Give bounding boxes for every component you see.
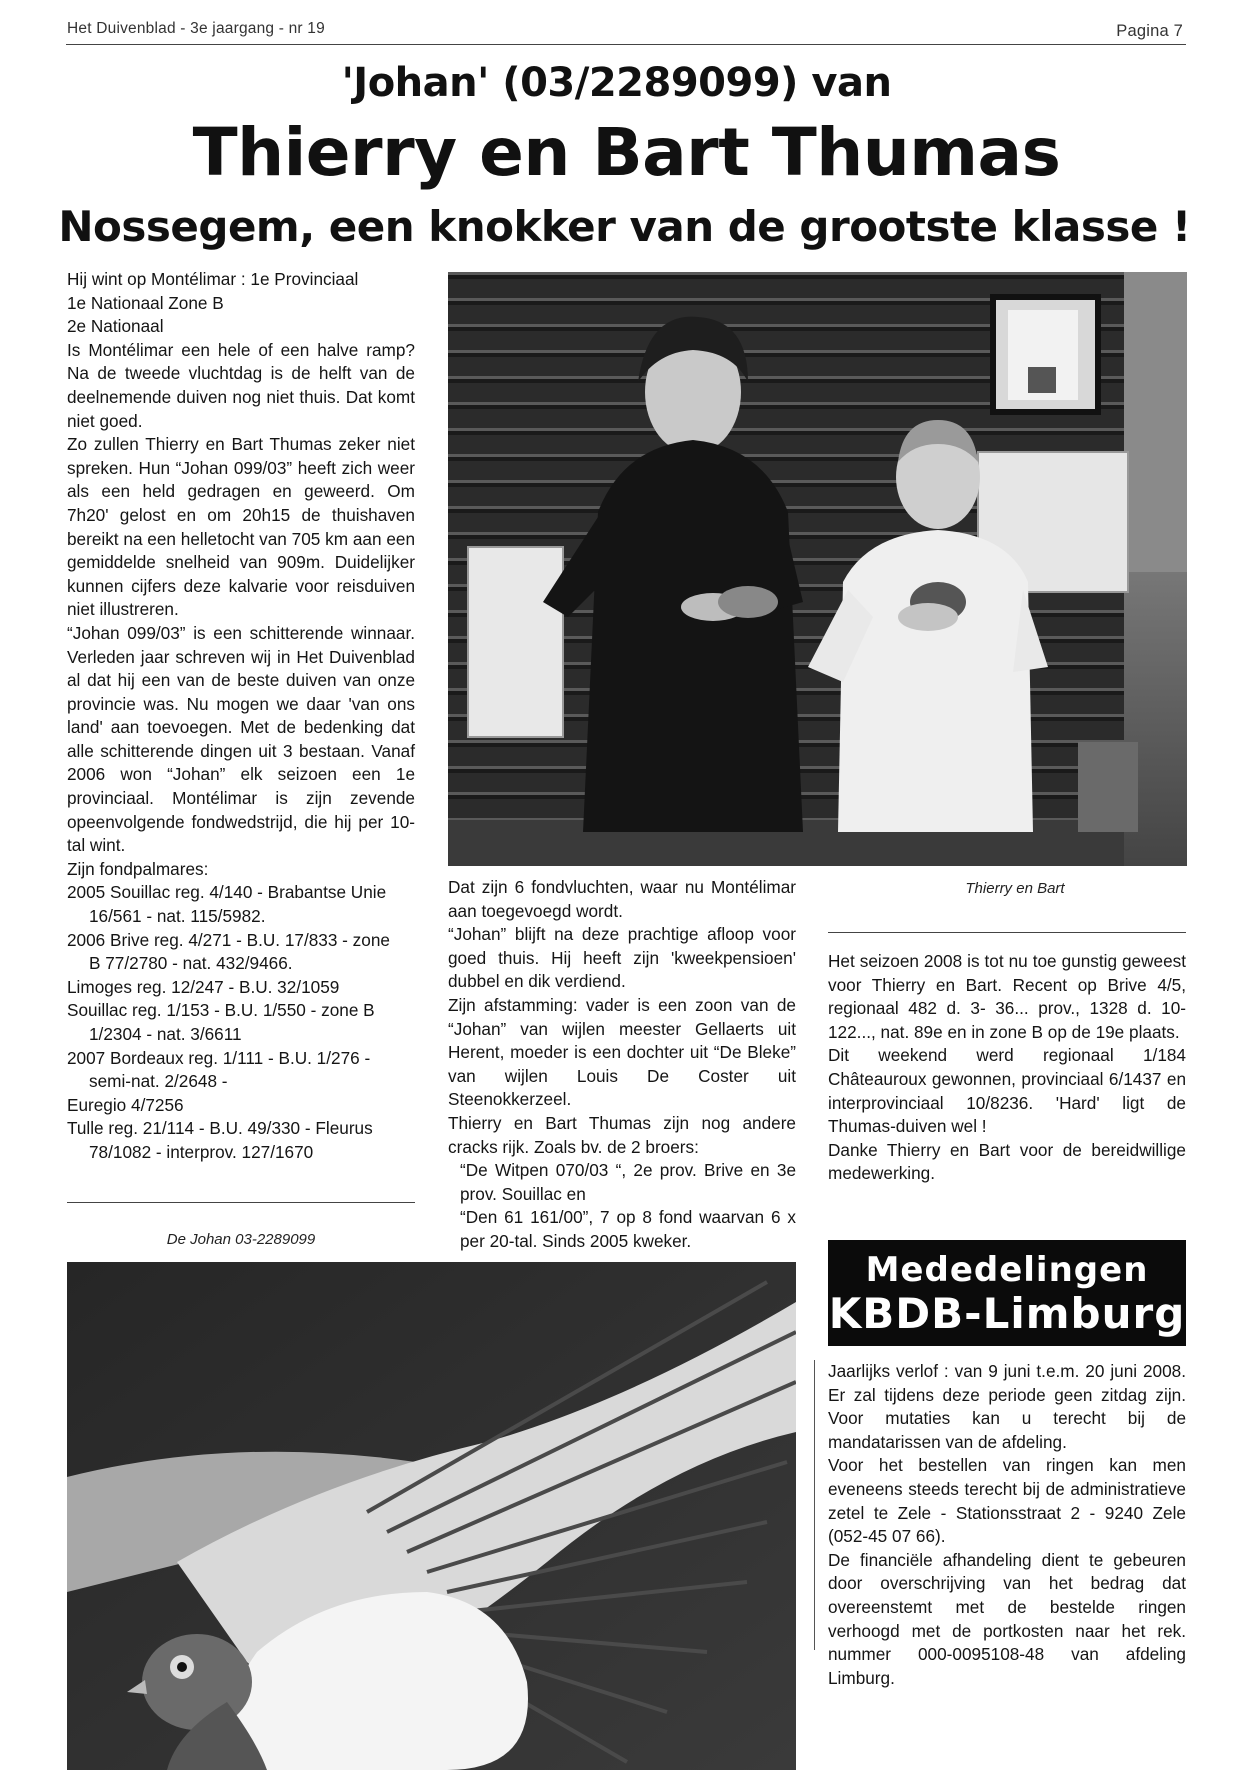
paragraph: Danke Thierry en Bart voor de bereidwillige medewerking. [828, 1139, 1186, 1184]
notice-title-line1: Mededelingen [865, 1250, 1149, 1290]
palmares-item-cont: 1/2304 - nat. 3/6611 [89, 1024, 242, 1044]
notice-title [828, 1240, 1186, 1346]
palmares-item: Euregio 4/7256 [67, 1094, 184, 1115]
column-rule [67, 1202, 415, 1203]
palmares-item-cont: 16/561 - nat. 115/5982. [89, 906, 266, 927]
palmares-list [67, 881, 415, 1164]
palmares-item-cont: 78/1082 - interprov. 127/1670 [89, 1141, 314, 1162]
paragraph: Het seizoen 2008 is tot nu toe gunstig geweest voor Thierry en Bart. Recent op Brive 4/5, regionaal 482 d. 3- 36... prov., 1328 d. 10- 122..., nat. 89e en in zone B op de 19e plaats. [828, 951, 1186, 1042]
paragraph: Dat zijn 6 fondvluchten, waar nu Montélimar aan toegevoegd wordt. [448, 877, 796, 921]
page-number: Pagina 7 [1116, 22, 1183, 40]
column-rule [828, 932, 1186, 933]
palmares-item: 2006 Brive reg. 4/271 - B.U. 17/833 - zone [67, 929, 390, 950]
pigeon-photo-caption: De Johan 03-2289099 [166, 1231, 316, 1248]
palmares-heading: Zijn fondpalmares: [67, 858, 209, 879]
result-line: 1e Nationaal Zone B [67, 292, 224, 313]
palmares-item: Limoges reg. 12/247 - B.U. 32/1059 [67, 976, 340, 997]
paragraph: Zijn afstamming: vader is een zoon van de “Johan” van wijlen meester Gellaerts uit Herent, moeder is een dochter uit “De Bleke” van wijlen Louis De Coster uit Steenokkerzeel. [448, 994, 796, 1110]
notice-title-line2: KBDB-Limburg [828, 1289, 1186, 1338]
photo-thierry-en-bart [448, 272, 1187, 866]
headline-line3: Nossegem, een knokker van de grootste klasse ! [58, 202, 1191, 251]
result-line: 2e Nationaal [67, 316, 164, 337]
paragraph: “Den 61 161/00”, 7 op 8 fond waarvan 6 x per 20-tal. Sinds 2005 kweker. [460, 1207, 796, 1251]
palmares-item: Souillac reg. 1/153 - B.U. 1/550 - zone B [67, 1000, 375, 1021]
paragraph: “Johan” blijft na deze prachtige afloop voor goed thuis. Hij heeft zijn 'kweekpensioen' dubbel en dik verdiend. [448, 924, 796, 992]
paragraph: Zo zullen Thierry en Bart Thumas zeker niet spreken. Hun “Johan 099/03” heeft zich weer als een held gedragen en geweerd. Om 7h20' gelost en om 20h15 de thuishaven bereikt na een helletocht van 705 km aan een gemiddelde snelheid van 909m. Duidelijker kunnen cijfers deze kalvarie voor reisduiven niet illustreren. [67, 434, 415, 620]
article-left-column [67, 268, 415, 1165]
paragraph: Is Montélimar een hele of een halve ramp? Na de tweede vluchtdag is de helft van de deelnemende duiven nog niet thuis. Dat komt niet goed. [67, 339, 415, 431]
result-line: Hij wint op Montélimar : 1e Provinciaal [67, 269, 359, 289]
running-title: Het Duivenblad - 3e jaargang - nr 19 [67, 20, 325, 37]
article-right-column [828, 950, 1186, 1186]
photo-pigeon-johan [67, 1262, 796, 1770]
paragraph: “Johan 099/03” is een schitterende winnaar. Verleden jaar schreven wij in Het Duivenblad al dat hij een van de beste duiven van onze provincie was. Nu mogen we daar 'van ons land' aan toevoegen. Met de bedenking dat alle schitterende dingen uit 3 bestaan. Vanaf 2006 won “Johan” elk seizoen een 1e provinciaal. Montélimar is zijn zevende opeenvolgende fondwedstrijd, die hij per 10-tal wint. [67, 622, 415, 856]
paragraph: “De Witpen 070/03 “, 2e prov. Brive en 3e prov. Souillac en [460, 1160, 796, 1204]
paragraph: Thierry en Bart Thumas zijn nog andere cracks rijk. Zoals bv. de 2 broers: [448, 1112, 796, 1157]
headline-line1: 'Johan' (03/2289099) van [341, 60, 892, 106]
palmares-item: Tulle reg. 21/114 - B.U. 49/330 - Fleurus [67, 1118, 373, 1139]
notice-text [828, 1360, 1186, 1690]
palmares-item-cont: B 77/2780 - nat. 432/9466. [89, 953, 293, 974]
article-middle-column [448, 876, 796, 1254]
palmares-item: 2007 Bordeaux reg. 1/111 - B.U. 1/276 - [67, 1047, 371, 1068]
paragraph: Jaarlijks verlof : van 9 juni t.e.m. 20 juni 2008. Er zal tijdens deze periode geen zitdag zijn. Voor mutaties kan u terecht bij de mandatarissen van de afdeling. [828, 1361, 1186, 1452]
top-photo-caption: Thierry en Bart [965, 880, 1065, 897]
palmares-item: 2005 Souillac reg. 4/140 - Brabantse Unie [67, 882, 387, 903]
header-rule [66, 44, 1186, 45]
notice-side-rule [814, 1360, 815, 1650]
palmares-item-cont: semi-nat. 2/2648 - [89, 1071, 228, 1092]
headline-line2: Thierry en Bart Thumas [192, 114, 1061, 191]
paragraph: Voor het bestellen van ringen kan men eveneens steeds terecht bij de administratieve zetel te Zele - Stationsstraat 2 - 9240 Zele (052-45 07 66). [828, 1455, 1186, 1547]
photo-pigeon-johan-image [67, 1262, 796, 1770]
photo-thierry-en-bart-image [448, 272, 1187, 866]
paragraph: Dit weekend werd regionaal 1/184 Châteauroux gewonnen, provinciaal 6/1437 en interprovinciaal 10/8236. 'Hard' ligt de Thumas-duiven wel ! [828, 1045, 1186, 1137]
paragraph: De financiële afhandeling dient te gebeuren door overschrijving van het bedrag dat overeenstemt met de bestelde ringen verhoogd met de portkosten naar het rek. nummer 000-0095108-48 van afdeling Limburg. [828, 1549, 1186, 1688]
